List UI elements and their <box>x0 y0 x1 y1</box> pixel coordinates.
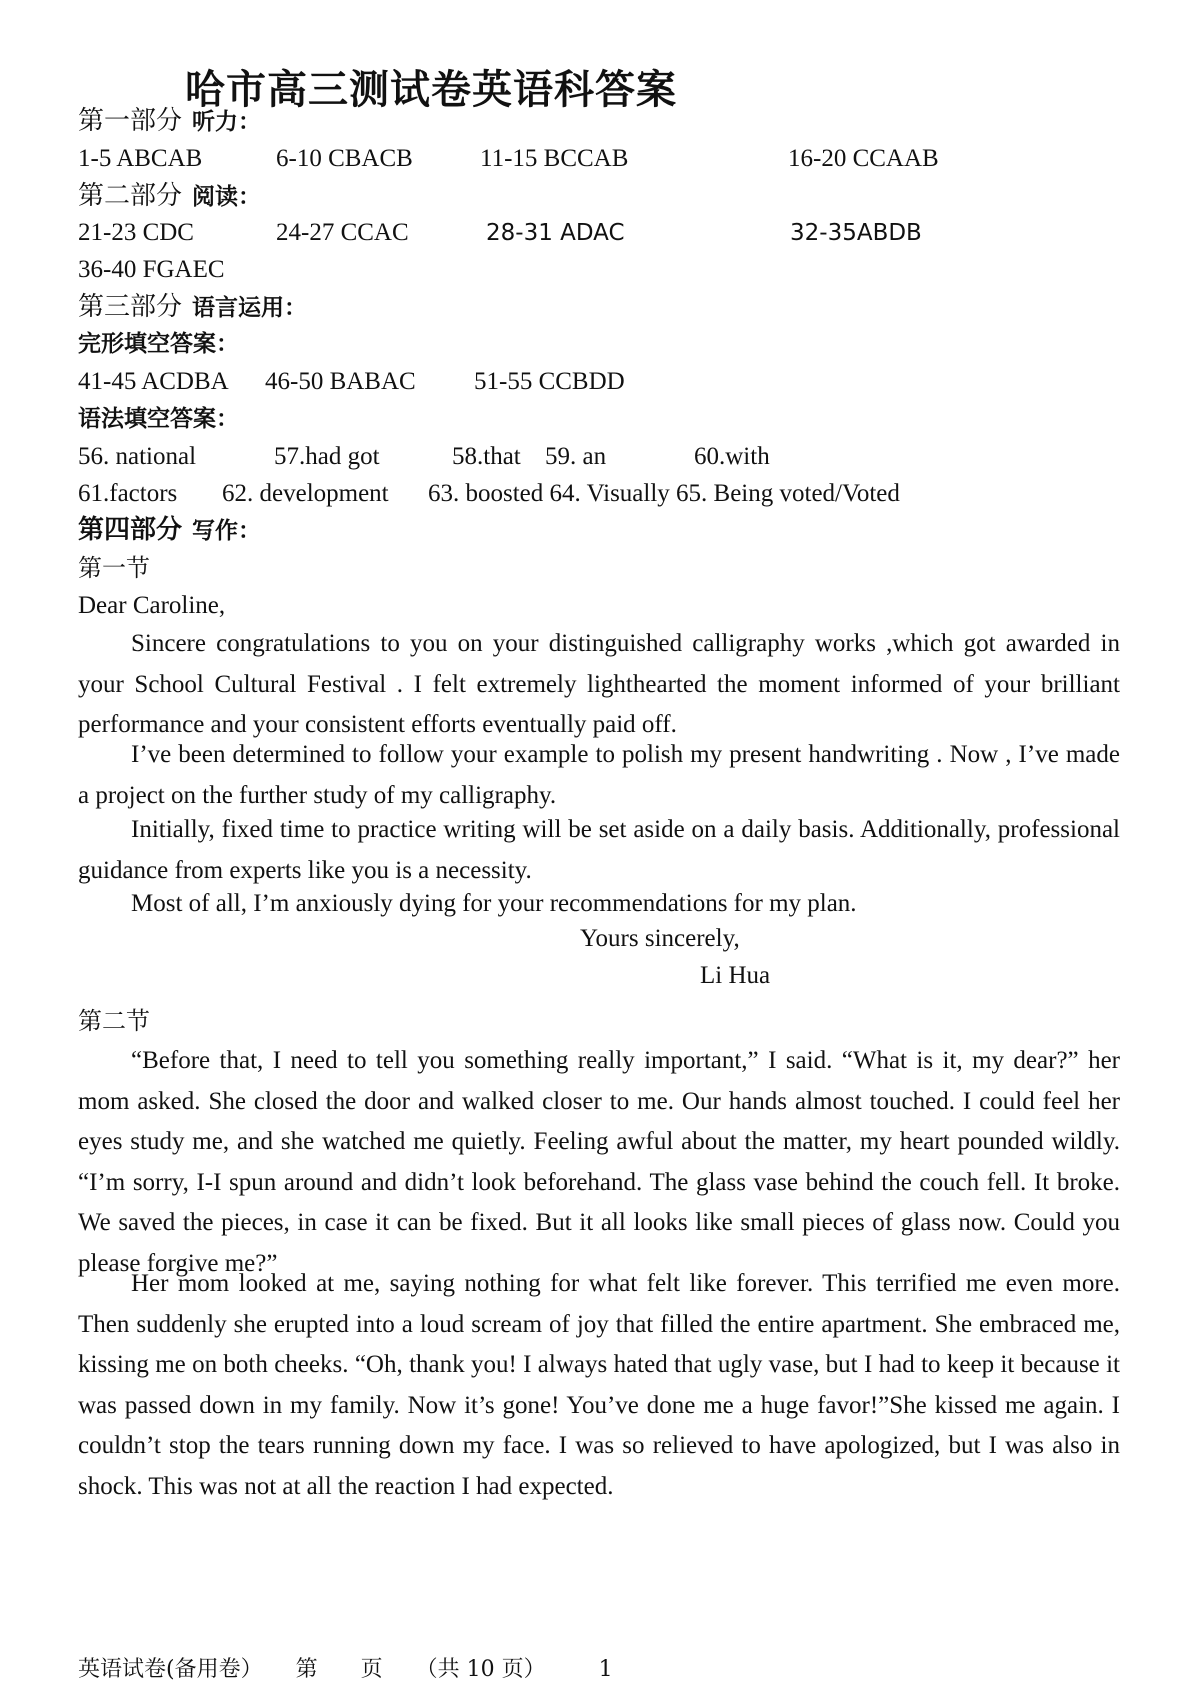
answer-item: 61.factors <box>78 480 178 507</box>
answer-group: 6-10 CBACB <box>276 145 413 172</box>
letter-greeting: Dear Caroline, <box>78 592 226 619</box>
answer-group: 46-50 BABAC <box>265 368 416 395</box>
part2-answers-row <box>78 216 1128 250</box>
part3-heading <box>78 290 307 325</box>
page-title: 哈市高三测试卷英语科答案 <box>185 67 677 113</box>
answer-item: 60.with <box>694 443 770 470</box>
footer-exam-name: 英语试卷(备用卷） <box>78 1657 263 1682</box>
part4-heading <box>78 513 261 548</box>
part3-heading-label: 第三部分 <box>78 292 183 322</box>
answer-item: 58.that <box>452 443 521 470</box>
part2-heading-sub: 阅读： <box>192 184 262 210</box>
part1-heading-sub: 听力： <box>192 109 262 135</box>
grammar-answers-row <box>78 440 1128 474</box>
part4-heading-sub: 写作： <box>192 518 262 544</box>
answer-item: 56. national <box>78 443 197 470</box>
story-paragraph: “Before that, I need to tell you something really important,” I said. “What is it, my dear?” her mom asked. She closed the door and walked closer to me. Our hands almost touched. I could feel her eyes study me, and she watched me quietly. Feeling awful about the matter, my heart pounded wildly. “I’m sorry, I-I spun around and didn’t look beforehand. The glass vase behind the couch fell. It broke. We saved the pieces, in case it can be fixed. But it all looks like small pieces of glass now. Could you please forgive me?” <box>78 1047 1120 1277</box>
answer-group: 51-55 CCBDD <box>474 368 625 395</box>
answer-group: 24-27 CCAC <box>276 219 409 246</box>
part3-heading-sub: 语言运用： <box>192 295 308 321</box>
footer-page-suffix: 页 <box>360 1657 383 1682</box>
answer-group: 16-20 CCAAB <box>788 145 939 172</box>
answer-group: 36-40 FGAEC <box>78 256 225 283</box>
part4-heading-label: 第四部分 <box>78 515 183 545</box>
cloze-label: 完形填空答案： <box>78 331 239 357</box>
letter-closing: Yours sincerely, <box>580 925 740 952</box>
letter-signature: Li Hua <box>700 962 771 989</box>
answer-group: 32-35ABDB <box>790 220 922 246</box>
grammar-answers-row2 <box>78 477 1128 511</box>
answer-group: 41-45 ACDBA <box>78 368 229 395</box>
letter-paragraph: I’ve been determined to follow your example to polish my present handwriting . Now , I’ve made a project on the further study of my calligraphy. <box>78 741 1120 809</box>
answer-group: 1-5 ABCAB <box>78 145 203 172</box>
footer-page-prefix: 第 <box>295 1657 318 1682</box>
footer-total-pages: （共 10 页） <box>415 1657 546 1682</box>
part2-heading <box>78 179 261 214</box>
section2-label: 第二节 <box>78 1007 150 1035</box>
answer-group: 21-23 CDC <box>78 219 194 246</box>
letter-paragraph: Sincere congratulations to you on your distinguished calligraphy works ,which got awarded in your School Cultural Festival . I felt extremely lighthearted the moment informed of your brilliant performance and your consistent efforts eventually paid off. <box>78 630 1120 738</box>
story-paragraph: Her mom looked at me, saying nothing for what felt like forever. This terrified me even more. Then suddenly she erupted into a loud scream of joy that filled the entire apartment. She embraced me, kissing me on both cheeks. “Oh, thank you! I always hated that ugly vase, but I had to keep it because it was passed down in my family. Now it’s gone! You’ve done me a huge favor!”She kissed me again. I couldn’t stop the tears running down my face. I was so relieved to have apologized, but I was also in shock. This was not at all the reaction I had expected. <box>78 1270 1120 1500</box>
answer-item: 62. development <box>222 480 389 507</box>
answer-item: 63. boosted 64. Visually 65. Being voted/Voted <box>428 480 900 507</box>
letter-paragraph: Most of all, I’m anxiously dying for your recommendations for my plan. <box>131 890 857 917</box>
answer-item: 57.had got <box>274 443 380 470</box>
answer-item: 59. an <box>545 443 607 470</box>
grammar-label: 语法填空答案： <box>78 406 239 432</box>
page-footer <box>78 1652 639 1683</box>
part2-answers-row2 <box>78 253 1128 287</box>
part1-answers-row <box>78 142 1128 176</box>
answer-group: 28-31 ADAC <box>486 220 625 246</box>
cloze-answers-row <box>78 365 1128 399</box>
part1-heading-label: 第一部分 <box>78 106 183 136</box>
answer-group: 11-15 BCCAB <box>480 145 629 172</box>
part2-heading-label: 第二部分 <box>78 181 183 211</box>
section1-label: 第一节 <box>78 554 150 582</box>
letter-paragraph: Initially, fixed time to practice writing will be set aside on a daily basis. Additionally, professional guidance from experts like you is a necessity. <box>78 816 1120 884</box>
part1-heading <box>78 104 261 139</box>
footer-page-number: 1 <box>598 1657 613 1682</box>
